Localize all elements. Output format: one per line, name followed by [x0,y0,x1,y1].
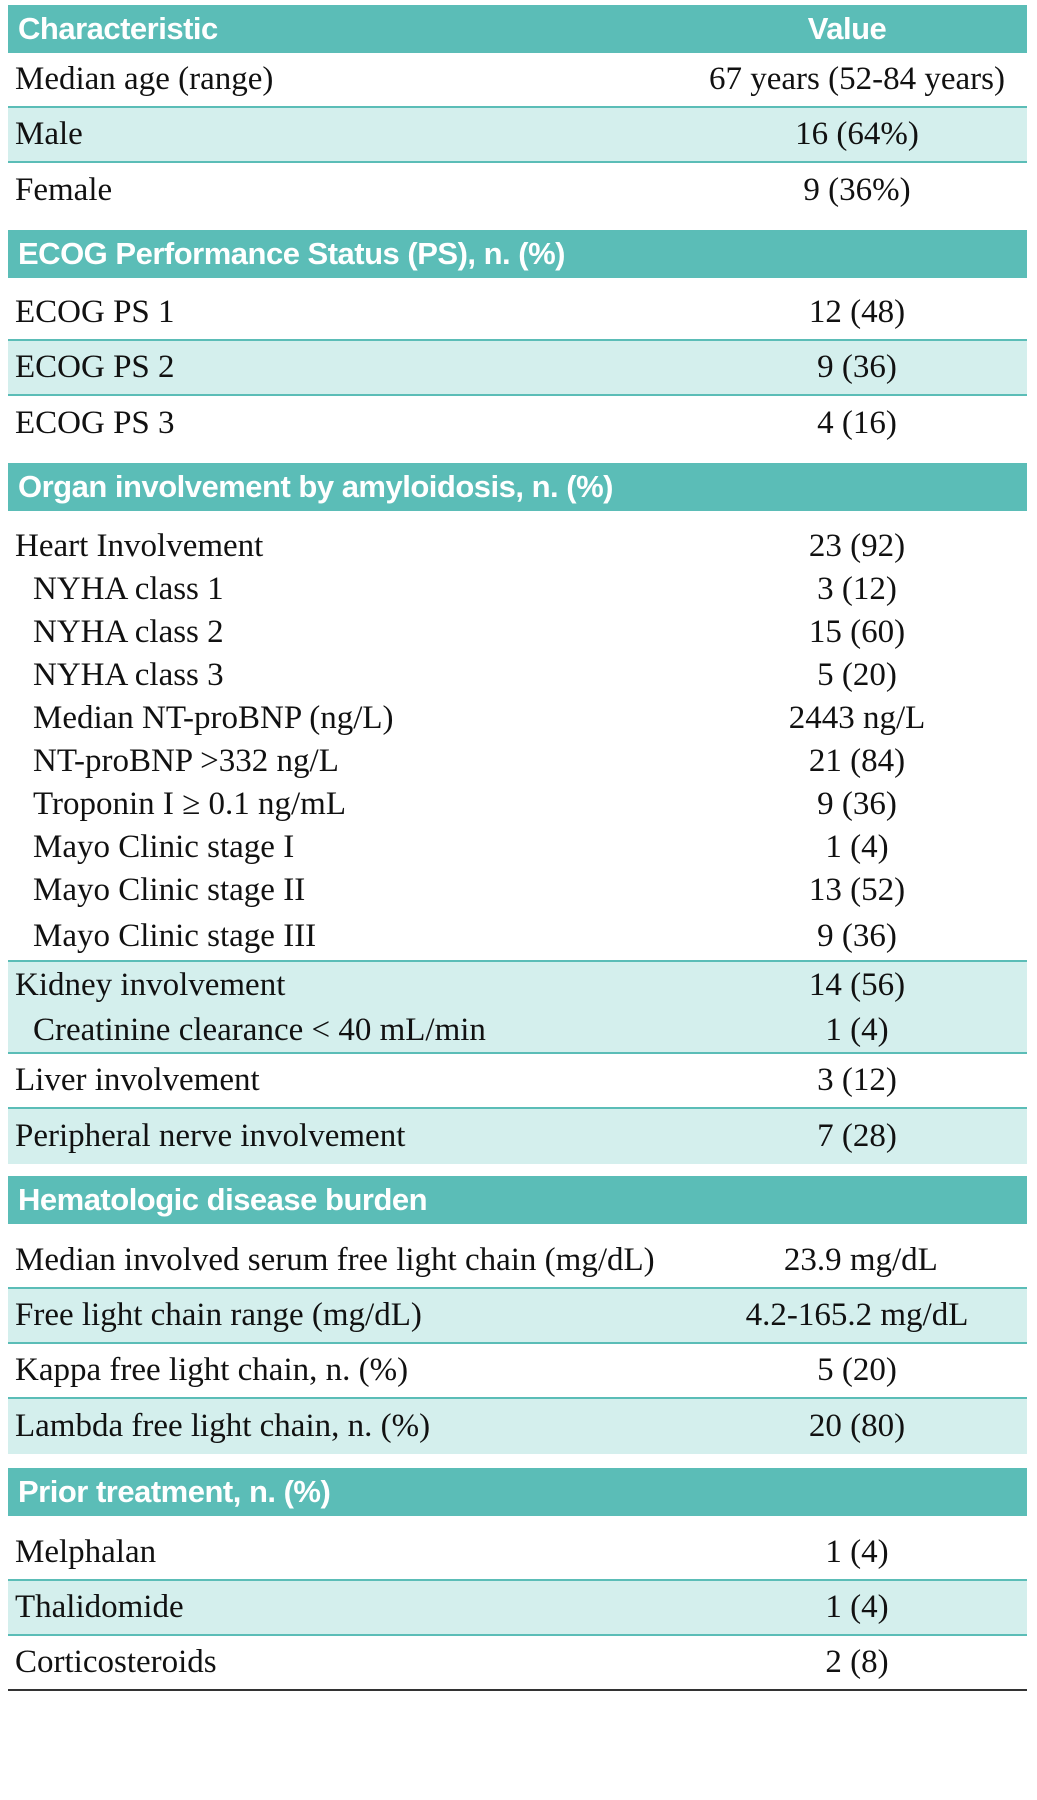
table-row [8,697,1027,740]
table-row [8,783,1027,826]
row-value: 23.9 mg/dL [783,1242,938,1278]
row-value: 15 (60) [808,614,906,650]
table-row [8,1234,1027,1289]
row-value: 7 (28) [817,1118,897,1154]
row-label: Female [15,172,113,208]
row-value: 9 (36%) [803,172,911,208]
row-label: Heart Involvement [15,528,264,564]
row-label: Troponin I ≥ 0.1 ng/mL [33,786,347,822]
section-header-organ [8,463,1027,511]
table-row [8,568,1027,611]
row-label: Kappa free light chain, n. (%) [15,1352,409,1388]
table-row [8,1008,1027,1052]
row-value: 14 (56) [808,966,906,1003]
row-label: Liver involvement [15,1062,260,1098]
row-value: 5 (20) [817,1352,897,1388]
table-row [8,108,1027,163]
table-row [8,1289,1027,1344]
section-title: Prior treatment, n. (%) [18,1474,331,1509]
row-value: 13 (52) [808,872,906,908]
table-row [8,1636,1027,1691]
table-row [8,826,1027,869]
section-header-hematologic [8,1176,1027,1224]
row-label: Thalidomide [15,1589,184,1625]
table-row [8,341,1027,396]
row-label: Mayo Clinic stage I [33,829,295,865]
row-label: Median age (range) [15,61,274,97]
section-title: Organ involvement by amyloidosis, n. (%) [18,469,613,504]
table-row [8,286,1027,341]
table-row [8,1054,1027,1109]
row-label: Corticosteroids [15,1644,217,1680]
row-label: Mayo Clinic stage III [33,917,317,954]
table-row [8,1581,1027,1636]
row-label: Peripheral nerve involvement [15,1118,406,1154]
row-label: NT-proBNP >332 ng/L [33,743,339,779]
row-value: 12 (48) [808,294,906,330]
row-value: 1 (4) [825,1589,889,1625]
table-row [8,163,1027,218]
kidney-block [8,962,1027,1054]
section-header-prior-treatment [8,1468,1027,1516]
characteristic-column-header: Characteristic [18,11,218,46]
row-label: NYHA class 1 [33,571,224,607]
row-label: NYHA class 2 [33,614,224,650]
table-row [8,611,1027,654]
table-row [8,654,1027,697]
row-label: Creatinine clearance < 40 mL/min [33,1011,486,1048]
row-value: 4.2-165.2 mg/dL [745,1297,969,1333]
row-value: 4 (16) [817,405,897,441]
table-row [8,962,1027,1008]
row-label: ECOG PS 2 [15,349,175,385]
heart-block [8,525,1027,962]
table-row [8,1344,1027,1399]
table-row [8,1399,1027,1454]
section-title: ECOG Performance Status (PS), n. (%) [18,236,565,271]
row-label: Median involved serum free light chain (mg/dL) [15,1242,655,1278]
table-row [8,396,1027,451]
row-value: 21 (84) [808,743,906,779]
row-value: 67 years (52-84 years) [709,61,1005,97]
characteristics-table [8,5,1027,1691]
table-row [8,1109,1027,1164]
row-label: Free light chain range (mg/dL) [15,1297,422,1333]
row-value: 5 (20) [817,657,897,693]
row-label: Melphalan [15,1534,157,1570]
row-value: 2 (8) [825,1644,889,1680]
table-row [8,912,1027,960]
value-column-header: Value [807,11,887,46]
row-value: 1 (4) [825,1011,889,1048]
row-label: Male [15,116,83,152]
row-value: 9 (36) [817,786,897,822]
section-header-ecog [8,230,1027,278]
row-label: Kidney involvement [15,966,286,1003]
row-value: 23 (92) [808,528,906,564]
section-title: Hematologic disease burden [18,1182,428,1217]
table-row [8,869,1027,912]
row-value: 9 (36) [817,349,897,385]
row-label: ECOG PS 1 [15,294,175,330]
row-label: Median NT-proBNP (ng/L) [33,700,394,736]
table-header [8,5,1027,53]
row-value: 3 (12) [817,571,897,607]
row-label: Mayo Clinic stage II [33,872,306,908]
table-row [8,740,1027,783]
row-value: 9 (36) [817,917,897,954]
row-label: NYHA class 3 [33,657,224,693]
row-value: 3 (12) [817,1062,897,1098]
row-value: 1 (4) [825,829,889,865]
table-row [8,1526,1027,1581]
row-value: 20 (80) [808,1408,906,1444]
row-label: ECOG PS 3 [15,405,175,441]
row-value: 1 (4) [825,1534,889,1570]
row-value: 16 (64%) [795,116,919,152]
table-row [8,53,1027,108]
table-row [8,525,1027,568]
row-label: Lambda free light chain, n. (%) [15,1408,431,1444]
row-value: 2443 ng/L [788,700,926,736]
